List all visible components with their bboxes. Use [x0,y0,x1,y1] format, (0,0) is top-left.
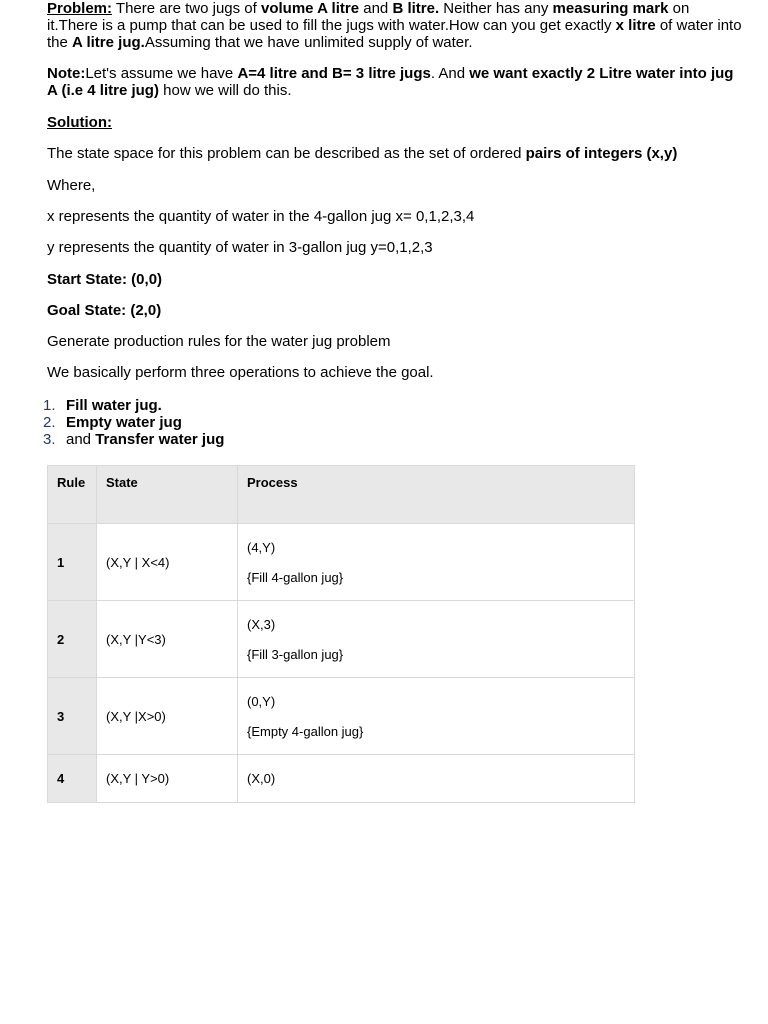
state-space-text: The state space for this problem can be described as the set of ordered [47,145,526,162]
problem-text: of water into the [47,17,742,51]
problem-bold-b-litre: B litre. [392,0,440,17]
production-rules-table [47,465,635,803]
list-prefix: and [66,431,96,448]
rule-number: 1 [48,524,97,601]
process-description: {Fill 3-gallon jug} [247,646,344,662]
operations-list [43,397,225,448]
note-label: Note: [47,65,86,82]
rule-process [238,678,635,755]
rule-state: (X,Y | Y>0) [97,755,238,803]
goal-state: Goal State: (2,0) [47,302,162,319]
problem-bold-a-litre-jug: A litre jug. [72,34,145,51]
table-header-row [48,466,635,524]
problem-label: Problem: [47,0,113,17]
process-result: (0,Y) [247,693,276,709]
rule-process [238,601,635,678]
process-description: {Empty 4-gallon jug} [247,723,364,739]
problem-text: and [359,0,393,17]
process-result: (X,0) [247,771,276,786]
rule-number: 3 [48,678,97,755]
problem-text: Neither has any [439,0,553,17]
table-row [48,755,635,803]
note-text: how we will do this. [158,82,292,99]
list-number: 1. [43,397,56,414]
problem-text: on it.There is a pump that can be used to fill the jugs with water.How can you get exactly [47,0,690,34]
start-state: Start State: (0,0) [47,271,163,288]
list-item [43,397,224,414]
rule-process [238,524,635,601]
note-paragraph [47,65,743,99]
problem-bold-volume: volume A litre [260,0,360,17]
list-number: 3. [43,431,56,448]
table-row [48,524,635,601]
note-text: . And [430,65,470,82]
generate-line: Generate production rules for the water jug problem [47,333,391,350]
problem-paragraph [47,0,743,51]
where-line: Where, [47,177,96,194]
problem-bold-measuring-mark: measuring mark [552,0,669,17]
header-rule: Rule [48,466,97,524]
table-row [48,678,635,755]
state-space-line [47,145,677,162]
state-space-bold: pairs of integers (x,y) [525,145,678,162]
x-definition-line: x represents the quantity of water in the 4-gallon jug x= 0,1,2,3,4 [47,208,475,225]
process-result: (X,3) [247,616,276,632]
list-label: Fill water jug. [66,397,162,414]
list-label: Empty water jug [66,414,182,431]
note-bold-goal: we want exactly 2 Litre water into jug A (i.e 4 litre jug) [47,65,734,99]
rule-state: (X,Y |Y<3) [97,601,238,678]
solution-heading: Solution: [47,114,112,131]
rule-process [238,755,635,803]
process-description: {Fill 4-gallon jug} [247,569,344,585]
header-state: State [97,466,238,524]
problem-text: Assuming that we have unlimited supply of water. [144,34,473,51]
problem-bold-x-litre: x litre [615,17,656,34]
header-process: Process [238,466,635,524]
note-text: Let's assume we have [85,65,238,82]
note-bold-jugs: A=4 litre and B= 3 litre jugs [237,65,431,82]
rule-number: 4 [48,755,97,803]
rule-state: (X,Y | X<4) [97,524,238,601]
list-label: Transfer water jug [95,431,225,448]
list-number: 2. [43,414,56,431]
process-result: (4,Y) [247,539,276,555]
list-item [43,431,225,448]
problem-text: There are two jugs of [112,0,261,17]
operations-intro: We basically perform three operations to achieve the goal. [47,364,434,381]
rule-state: (X,Y |X>0) [97,678,238,755]
table-row [48,601,635,678]
rule-number: 2 [48,601,97,678]
y-definition-line: y represents the quantity of water in 3-gallon jug y=0,1,2,3 [47,239,433,256]
list-item [43,414,224,431]
